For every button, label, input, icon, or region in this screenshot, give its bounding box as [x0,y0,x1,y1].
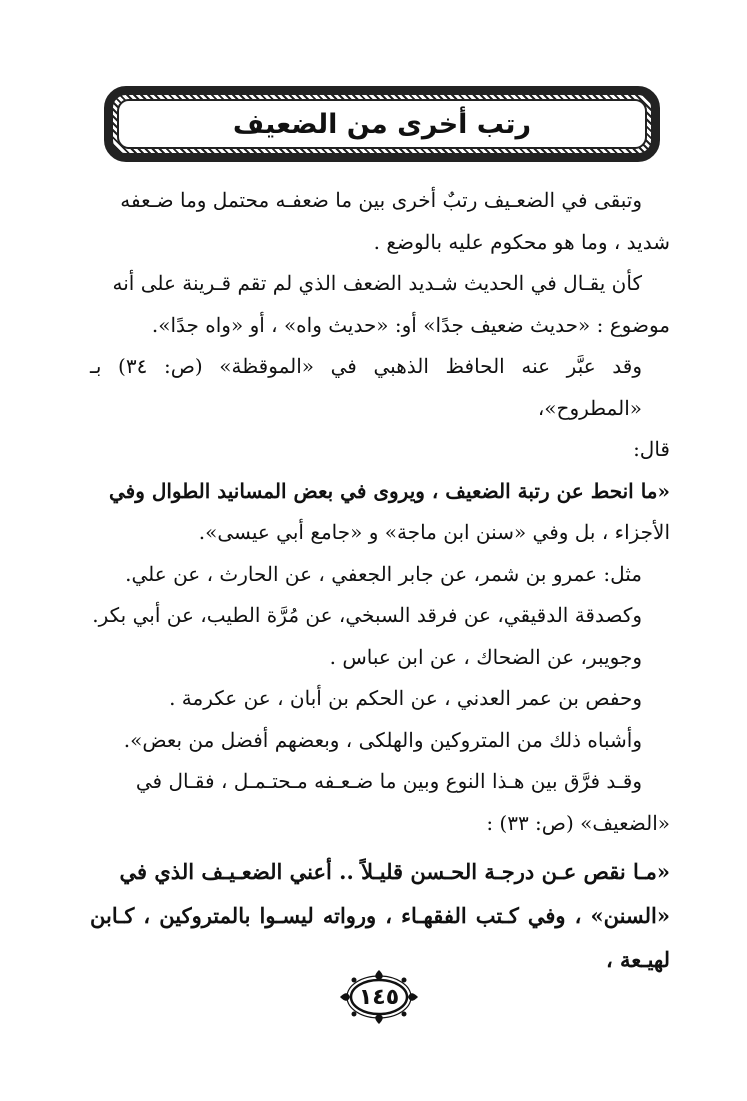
quote-line: «مـا نقص عـن درجـة الحـسن قليـلاً .. أعني الضعـيـف الذي في [119,859,670,884]
title-inner-box [117,99,647,149]
paragraph-line: كأن يقـال في الحديث شـديد الضعف الذي لم تقم قـرينة على أنه [112,271,642,295]
quote-line: وحفص بن عمر العدني ، عن الحكم بن أبان ، عن عكرمة . [169,686,642,710]
paragraph-line: وتبقى في الضعـيف رتبٌ أخرى بين ما ضعفـه محتمل وما ضـعفه [120,188,642,212]
quote-line: وجويبر، عن الضحاك ، عن ابن عباس . [329,644,642,669]
paragraph-line: وقد عبَّر عنه الحافظ الذهبي في «الموقظة» (ص: ٣٤) بـ «المطروح»، [90,354,642,420]
quote-line: «السنن» ، وفي كـتب الفقهـاء ، ورواته ليسـوا بالمتروكين ، كـابن لهيـعة ، [90,903,670,972]
page-number-ornament [338,968,420,1026]
paragraph-line: قال: [633,437,670,461]
body-text [90,180,670,982]
page-title: رتب أخرى من الضعيف [232,108,532,140]
paragraph-line: شديد ، وما هو محكوم عليه بالوضع . [373,229,670,254]
quote-line: الأجزاء ، بل وفي «سنن ابن ماجة» و «جامع أبي عيسى». [198,520,670,544]
paragraph-line: «الضعيف» (ص: ٣٣) : [486,810,670,835]
paragraph-line: وقـد فرَّق بين هـذا النوع وبين ما ضـعـفه مـحتـمـل ، فقـال في [135,769,642,793]
quote-line: «ما انحط عن رتبة الضعيف ، ويروى في بعض المسانيد الطوال وفي [108,478,670,503]
quote-line: وأشباه ذلك من المتروكين والهلكى ، وبعضهم أفضل من بعض». [123,727,642,752]
page-number: ١٤٥ [358,984,400,1010]
paragraph-line: موضوع : «حديث ضعيف جدًا» أو: «حديث واه» ، أو «واه جدًا». [151,312,670,337]
quote-line: وكصدقة الدقيقي، عن فرقد السبخي، عن مُرَّة الطيب، عن أبي بكر. [92,603,642,627]
quote-line: مثل: عمرو بن شمر، عن جابر الجعفي ، عن الحارث ، عن علي. [125,561,642,586]
title-frame [104,86,660,162]
